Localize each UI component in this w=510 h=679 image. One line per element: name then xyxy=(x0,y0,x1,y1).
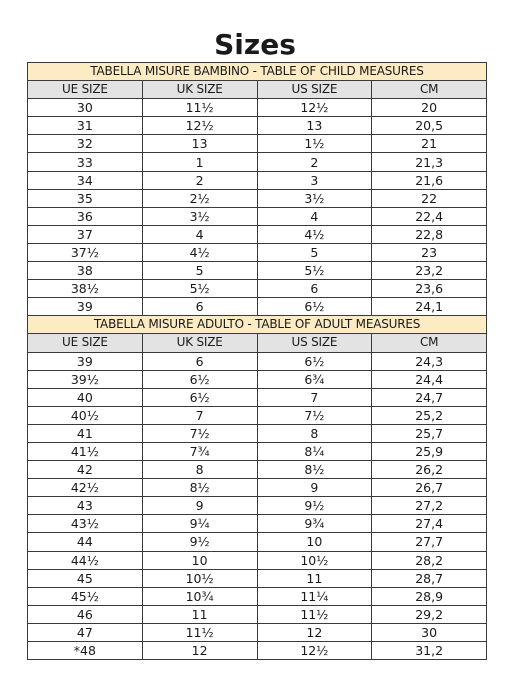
uk-size-cell: 12 xyxy=(142,642,257,660)
us-size-cell: 5 xyxy=(257,243,372,261)
column-header-uk-size: UK SIZE xyxy=(142,81,257,99)
ue-size-cell: 30 xyxy=(28,99,143,117)
uk-size-cell: 7½ xyxy=(142,424,257,442)
uk-size-cell: 9 xyxy=(142,497,257,515)
table-row xyxy=(28,605,487,623)
us-size-cell: 12½ xyxy=(257,99,372,117)
us-size-cell: 3½ xyxy=(257,189,372,207)
us-size-cell: 6¾ xyxy=(257,370,372,388)
uk-size-cell: 11 xyxy=(142,605,257,623)
uk-size-cell: 2½ xyxy=(142,189,257,207)
us-size-cell: 5½ xyxy=(257,262,372,280)
us-size-cell: 10½ xyxy=(257,551,372,569)
child-section-heading xyxy=(28,63,487,81)
cm-cell: 22 xyxy=(372,189,487,207)
uk-size-cell: 8 xyxy=(142,461,257,479)
table-row xyxy=(28,280,487,298)
column-header-us-size: US SIZE xyxy=(257,81,372,99)
uk-size-cell: 7¾ xyxy=(142,442,257,460)
cm-cell: 22,8 xyxy=(372,225,487,243)
ue-size-cell: 45½ xyxy=(28,587,143,605)
ue-size-cell: 41 xyxy=(28,424,143,442)
uk-size-cell: 10¾ xyxy=(142,587,257,605)
cm-cell: 28,7 xyxy=(372,569,487,587)
table-row xyxy=(28,642,487,660)
child-column-header-row xyxy=(28,81,487,99)
table-row xyxy=(28,461,487,479)
us-size-cell: 6 xyxy=(257,280,372,298)
uk-size-cell: 3½ xyxy=(142,207,257,225)
table-row xyxy=(28,352,487,370)
cm-cell: 21,6 xyxy=(372,171,487,189)
column-header-ue-size: UE SIZE xyxy=(28,81,143,99)
cm-cell: 22,4 xyxy=(372,207,487,225)
cm-cell: 20,5 xyxy=(372,117,487,135)
table-row xyxy=(28,171,487,189)
uk-size-cell: 12½ xyxy=(142,117,257,135)
us-size-cell: 6½ xyxy=(257,298,372,316)
table-row xyxy=(28,117,487,135)
ue-size-cell: 37½ xyxy=(28,243,143,261)
table-row xyxy=(28,207,487,225)
us-size-cell: 6½ xyxy=(257,352,372,370)
ue-size-cell: 46 xyxy=(28,605,143,623)
uk-size-cell: 11½ xyxy=(142,623,257,641)
uk-size-cell: 11½ xyxy=(142,99,257,117)
size-table-body xyxy=(28,63,487,660)
ue-size-cell: 33 xyxy=(28,153,143,171)
ue-size-cell: 42 xyxy=(28,461,143,479)
cm-cell: 23,6 xyxy=(372,280,487,298)
table-row xyxy=(28,424,487,442)
table-row xyxy=(28,479,487,497)
ue-size-cell: 38 xyxy=(28,262,143,280)
adult-section-heading xyxy=(28,316,487,334)
table-row xyxy=(28,135,487,153)
uk-size-cell: 6½ xyxy=(142,370,257,388)
uk-size-cell: 4½ xyxy=(142,243,257,261)
ue-size-cell: 42½ xyxy=(28,479,143,497)
cm-cell: 25,2 xyxy=(372,406,487,424)
us-size-cell: 9 xyxy=(257,479,372,497)
us-size-cell: 12 xyxy=(257,623,372,641)
us-size-cell: 8½ xyxy=(257,461,372,479)
us-size-cell: 4 xyxy=(257,207,372,225)
cm-cell: 24,1 xyxy=(372,298,487,316)
cm-cell: 27,2 xyxy=(372,497,487,515)
column-header-uk-size: UK SIZE xyxy=(142,334,257,352)
ue-size-cell: 47 xyxy=(28,623,143,641)
us-size-cell: 3 xyxy=(257,171,372,189)
cm-cell: 27,4 xyxy=(372,515,487,533)
ue-size-cell: 32 xyxy=(28,135,143,153)
ue-size-cell: 31 xyxy=(28,117,143,135)
cm-cell: 24,3 xyxy=(372,352,487,370)
ue-size-cell: 36 xyxy=(28,207,143,225)
ue-size-cell: 45 xyxy=(28,569,143,587)
cm-cell: 27,7 xyxy=(372,533,487,551)
table-row xyxy=(28,623,487,641)
us-size-cell: 8¼ xyxy=(257,442,372,460)
table-row xyxy=(28,225,487,243)
cm-cell: 31,2 xyxy=(372,642,487,660)
table-row xyxy=(28,262,487,280)
ue-size-cell: *48 xyxy=(28,642,143,660)
uk-size-cell: 10½ xyxy=(142,569,257,587)
us-size-cell: 7 xyxy=(257,388,372,406)
table-row xyxy=(28,406,487,424)
ue-size-cell: 39½ xyxy=(28,370,143,388)
uk-size-cell: 2 xyxy=(142,171,257,189)
cm-cell: 24,7 xyxy=(372,388,487,406)
ue-size-cell: 34 xyxy=(28,171,143,189)
us-size-cell: 9¾ xyxy=(257,515,372,533)
ue-size-cell: 39 xyxy=(28,298,143,316)
ue-size-cell: 44½ xyxy=(28,551,143,569)
us-size-cell: 11¼ xyxy=(257,587,372,605)
table-row xyxy=(28,442,487,460)
ue-size-cell: 40½ xyxy=(28,406,143,424)
ue-size-cell: 44 xyxy=(28,533,143,551)
us-size-cell: 7½ xyxy=(257,406,372,424)
uk-size-cell: 9½ xyxy=(142,533,257,551)
cm-cell: 23 xyxy=(372,243,487,261)
us-size-cell: 11 xyxy=(257,569,372,587)
table-row xyxy=(28,99,487,117)
table-row xyxy=(28,587,487,605)
ue-size-cell: 35 xyxy=(28,189,143,207)
table-row xyxy=(28,569,487,587)
us-size-cell: 11½ xyxy=(257,605,372,623)
ue-size-cell: 37 xyxy=(28,225,143,243)
us-size-cell: 8 xyxy=(257,424,372,442)
cm-cell: 20 xyxy=(372,99,487,117)
cm-cell: 24,4 xyxy=(372,370,487,388)
table-row xyxy=(28,298,487,316)
ue-size-cell: 40 xyxy=(28,388,143,406)
us-size-cell: 4½ xyxy=(257,225,372,243)
table-row xyxy=(28,370,487,388)
column-header-ue-size: UE SIZE xyxy=(28,334,143,352)
uk-size-cell: 9¼ xyxy=(142,515,257,533)
cm-cell: 23,2 xyxy=(372,262,487,280)
cm-cell: 26,7 xyxy=(372,479,487,497)
uk-size-cell: 6½ xyxy=(142,388,257,406)
us-size-cell: 1½ xyxy=(257,135,372,153)
size-table xyxy=(27,62,487,660)
uk-size-cell: 6 xyxy=(142,352,257,370)
cm-cell: 26,2 xyxy=(372,461,487,479)
column-header-cm: CM xyxy=(372,81,487,99)
ue-size-cell: 39 xyxy=(28,352,143,370)
adult-column-header-row xyxy=(28,334,487,352)
table-row xyxy=(28,189,487,207)
column-header-us-size: US SIZE xyxy=(257,334,372,352)
cm-cell: 21 xyxy=(372,135,487,153)
cm-cell: 21,3 xyxy=(372,153,487,171)
table-row xyxy=(28,243,487,261)
uk-size-cell: 13 xyxy=(142,135,257,153)
uk-size-cell: 4 xyxy=(142,225,257,243)
table-row xyxy=(28,497,487,515)
child-section-title: TABELLA MISURE BAMBINO - TABLE OF CHILD MEASURES xyxy=(28,63,487,81)
table-row xyxy=(28,533,487,551)
us-size-cell: 13 xyxy=(257,117,372,135)
cm-cell: 25,9 xyxy=(372,442,487,460)
page-title: Sizes xyxy=(214,27,296,61)
cm-cell: 30 xyxy=(372,623,487,641)
column-header-cm: CM xyxy=(372,334,487,352)
ue-size-cell: 43½ xyxy=(28,515,143,533)
table-row xyxy=(28,153,487,171)
ue-size-cell: 38½ xyxy=(28,280,143,298)
uk-size-cell: 1 xyxy=(142,153,257,171)
uk-size-cell: 6 xyxy=(142,298,257,316)
cm-cell: 25,7 xyxy=(372,424,487,442)
table-row xyxy=(28,388,487,406)
table-row xyxy=(28,515,487,533)
us-size-cell: 12½ xyxy=(257,642,372,660)
uk-size-cell: 5½ xyxy=(142,280,257,298)
uk-size-cell: 8½ xyxy=(142,479,257,497)
uk-size-cell: 7 xyxy=(142,406,257,424)
cm-cell: 28,9 xyxy=(372,587,487,605)
us-size-cell: 10 xyxy=(257,533,372,551)
table-row xyxy=(28,551,487,569)
ue-size-cell: 43 xyxy=(28,497,143,515)
adult-section-title: TABELLA MISURE ADULTO - TABLE OF ADULT MEASURES xyxy=(28,316,487,334)
uk-size-cell: 10 xyxy=(142,551,257,569)
us-size-cell: 2 xyxy=(257,153,372,171)
ue-size-cell: 41½ xyxy=(28,442,143,460)
us-size-cell: 9½ xyxy=(257,497,372,515)
cm-cell: 28,2 xyxy=(372,551,487,569)
cm-cell: 29,2 xyxy=(372,605,487,623)
uk-size-cell: 5 xyxy=(142,262,257,280)
